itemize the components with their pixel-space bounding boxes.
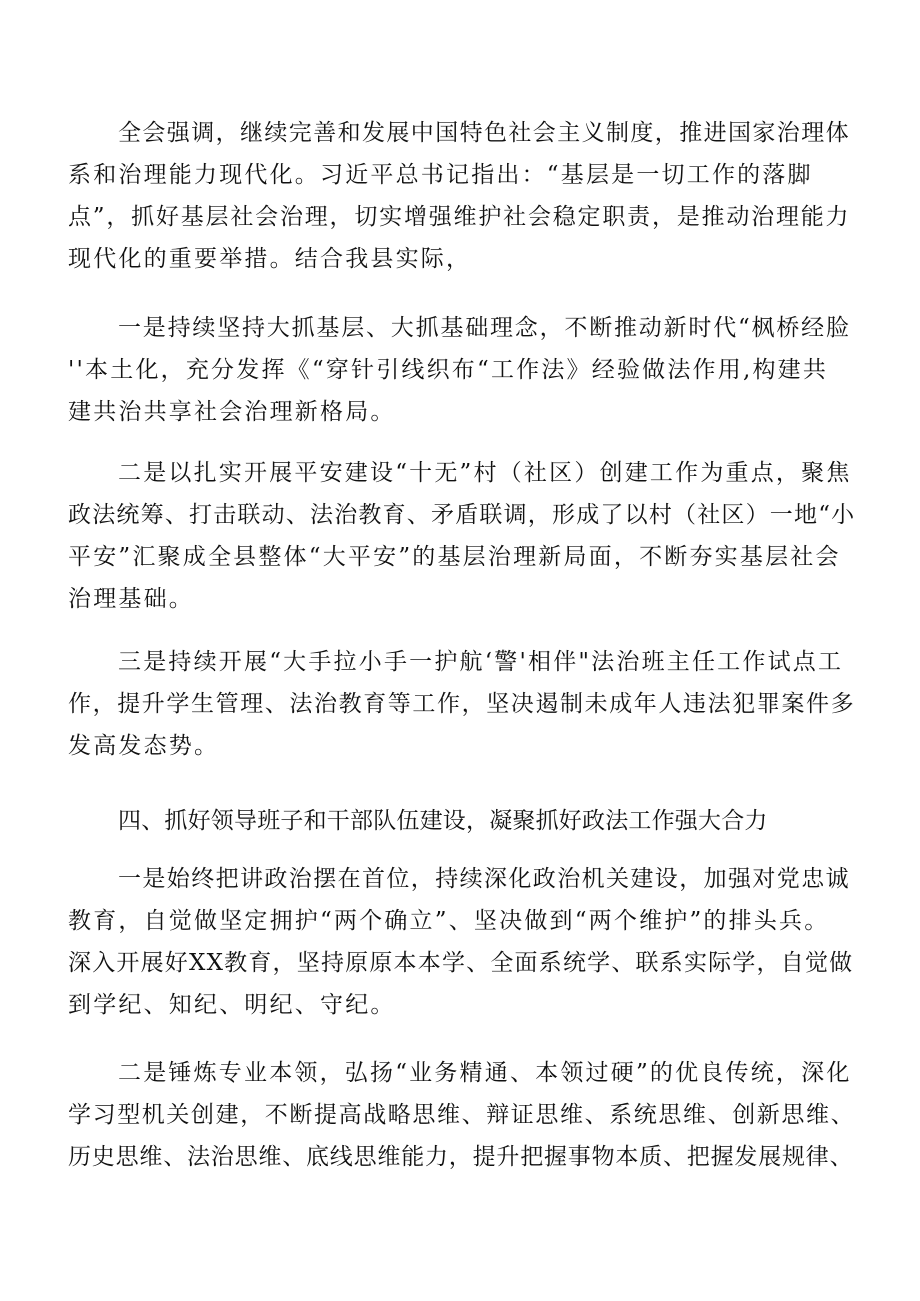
text-line: 建共治共享社会治理新格局。 <box>68 399 396 425</box>
text-line: ''本土化，充分发挥《“穿针引线织布“工作法》经验做法作用,构建共 <box>68 357 829 383</box>
paragraph-item-two <box>68 452 855 620</box>
paragraph-section-four-two <box>68 1052 855 1178</box>
text-line: 三是持续开展“大手拉小手一护航‘警'相伴"法治班主任工作试点工 <box>118 649 844 675</box>
text-line: 学习型机关创建，不断提高战略思维、辩证思维、系统思维、创新思维、 <box>68 1102 856 1128</box>
text-line: 二是锤炼专业本领，弘扬“业务精通、本领过硬”的优良传统，深化 <box>118 1060 852 1086</box>
paragraph-section-four-one <box>68 858 855 1026</box>
text-line: 发高发态势。 <box>68 733 220 759</box>
text-line: 教育，自觉做坚定拥护“两个确立”、坚决做到“两个维护”的排头兵。 <box>68 908 830 934</box>
text-line: 点”，抓好基层社会治理，切实增强维护社会稳定职责，是推动治理能力 <box>68 204 851 230</box>
text-line: 二是以扎实开展平安建设“十无”村（社区）创建工作为重点，聚焦 <box>118 460 852 486</box>
text-line: 一是始终把讲政治摆在首位，持续深化政治机关建设，加强对党忠诚 <box>118 866 850 892</box>
text-line: 深入开展好XX教育，坚持原原本本学、全面系统学、联系实际学，自觉做 <box>68 950 854 976</box>
text-line: 作，提升学生管理、法治教育等工作，坚决遏制未成年人违法犯罪案件多 <box>68 691 856 717</box>
text-line: 一是持续坚持大抓基层、大抓基础理念，不断推动新时代“枫桥经脸 <box>118 315 851 341</box>
text-line: 历史思维、法治思维、底线思维能力，提升把握事物本质、把握发展规律、 <box>68 1144 854 1170</box>
text-line: 平安”汇聚成全县整体“大平安”的基层治理新局面，不断夯实基层社会 <box>68 544 841 570</box>
text-line: 治理基础。 <box>68 586 194 612</box>
text-line: 全会强调，继续完善和发展中国特色社会主义制度，推进国家治理体 <box>118 120 850 146</box>
paragraph-item-one <box>68 307 855 433</box>
text-line: 政法统筹、打击联动、法治教育、矛盾联调，形成了以村（社区）一地“小 <box>68 502 856 528</box>
section-heading: 四、抓好领导班子和干部队伍建设，凝聚抓好政法工作强大合力 <box>118 808 768 834</box>
paragraph-plenary <box>68 112 855 280</box>
text-line: 系和治理能力现代化。习近平总书记指出：“基层是一切工作的落脚 <box>68 162 813 188</box>
paragraph-item-three <box>68 641 855 767</box>
text-line: 现代化的重要举措。结合我县实际， <box>68 246 472 272</box>
text-line: 到学纪、知纪、明纪、守纪。 <box>68 992 396 1018</box>
